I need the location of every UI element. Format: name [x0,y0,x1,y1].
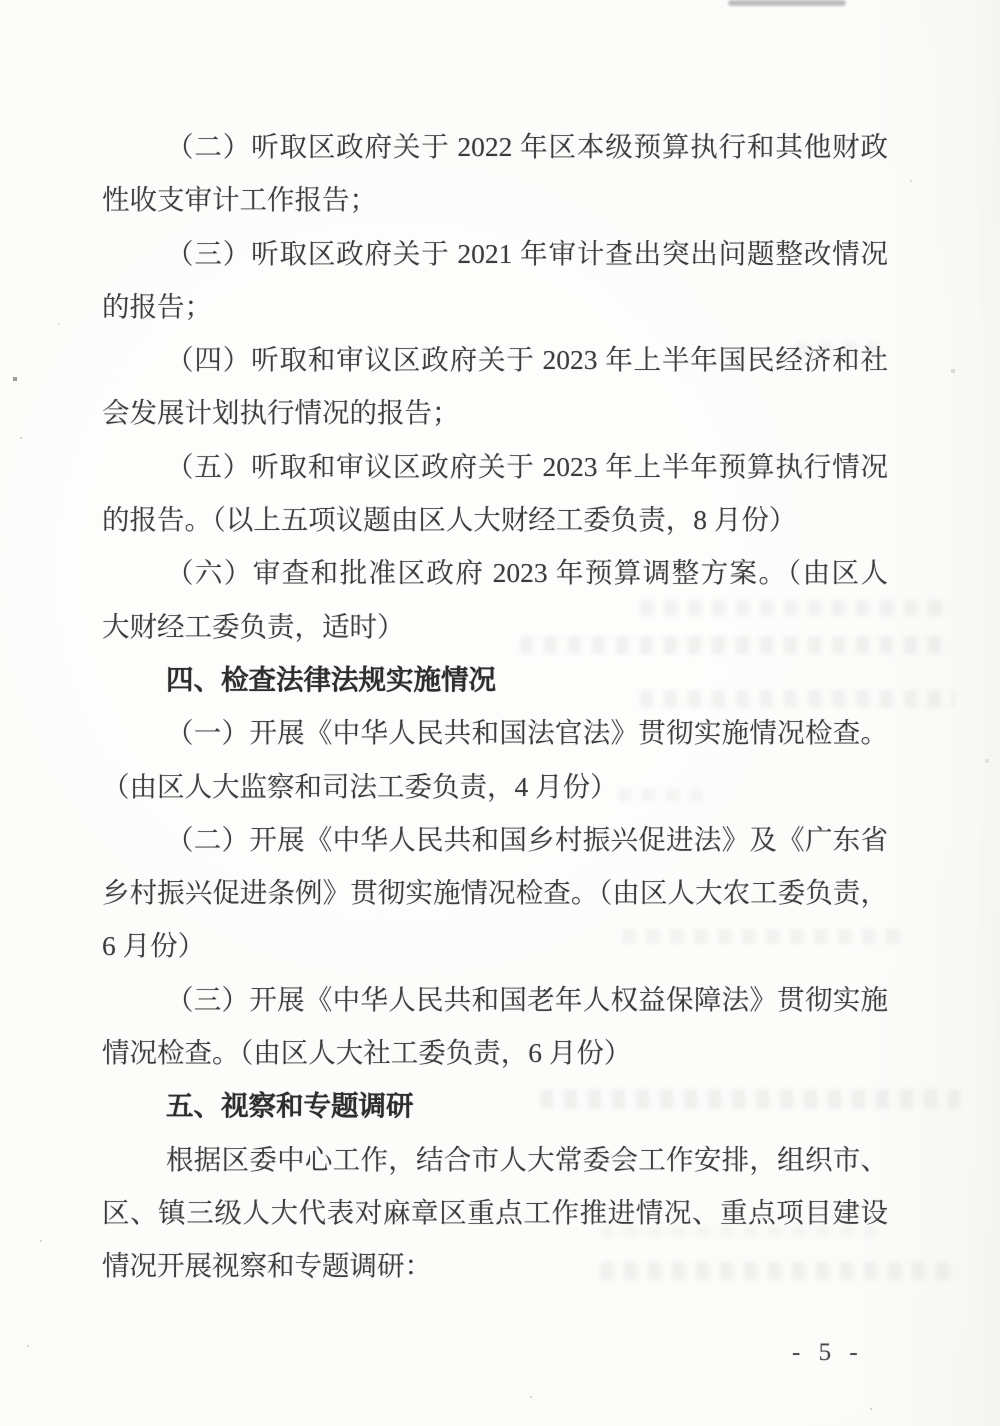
text-line: 乡村振兴促进条例》贯彻实施情况检查。（由区人大农工委负责， [102,877,888,909]
section-heading: 五、视察和专题调研 [166,1090,414,1122]
text-line: （由区人大监察和司法工委负责，4 月份） [102,770,618,802]
text-line: 情况开展视察和专题调研： [102,1250,432,1282]
text-line: 会发展计划执行情况的报告； [102,397,460,429]
text-line: 的报告； [102,290,212,322]
toner-speck [0,0,2,2]
text-line: （一）开展《中华人民共和国法官法》贯彻实施情况检查。 [166,717,888,749]
scan-artifact [728,0,846,6]
text-line: 6 月份） [102,930,206,962]
text-line: 区、镇三级人大代表对麻章区重点工作推进情况、重点项目建设 [102,1196,888,1228]
section-heading: 四、检查法律法规实施情况 [166,663,496,695]
page-number: - 5 - [792,1339,864,1366]
text-line: （六）审查和批准区政府 2023 年预算调整方案。（由区人 [166,557,888,589]
text-line: 大财经工委负责，适时） [102,610,405,642]
text-line: （二）听取区政府关于 2022 年区本级预算执行和其他财政 [166,131,888,162]
text-line: （三）听取区政府关于 2021 年审计查出突出问题整改情况 [166,237,888,269]
text-line: （五）听取和审议区政府关于 2023 年上半年预算执行情况 [166,450,888,482]
text-line: （三）开展《中华人民共和国老年人权益保障法》贯彻实施 [166,983,888,1015]
text-line: 的报告。（以上五项议题由区人大财经工委负责，8 月份） [102,504,797,536]
text-line: 性收支审计工作报告； [102,184,377,216]
document-body [102,120,888,1293]
text-line: 根据区委中心工作，结合市人大常委会工作安排，组织市、 [166,1143,888,1175]
text-line: （四）听取和审议区政府关于 2023 年上半年国民经济和社 [166,344,888,376]
text-line: 情况检查。（由区人大社工委负责，6 月份） [102,1037,632,1069]
text-line: （二）开展《中华人民共和国乡村振兴促进法》及《广东省 [166,823,888,855]
